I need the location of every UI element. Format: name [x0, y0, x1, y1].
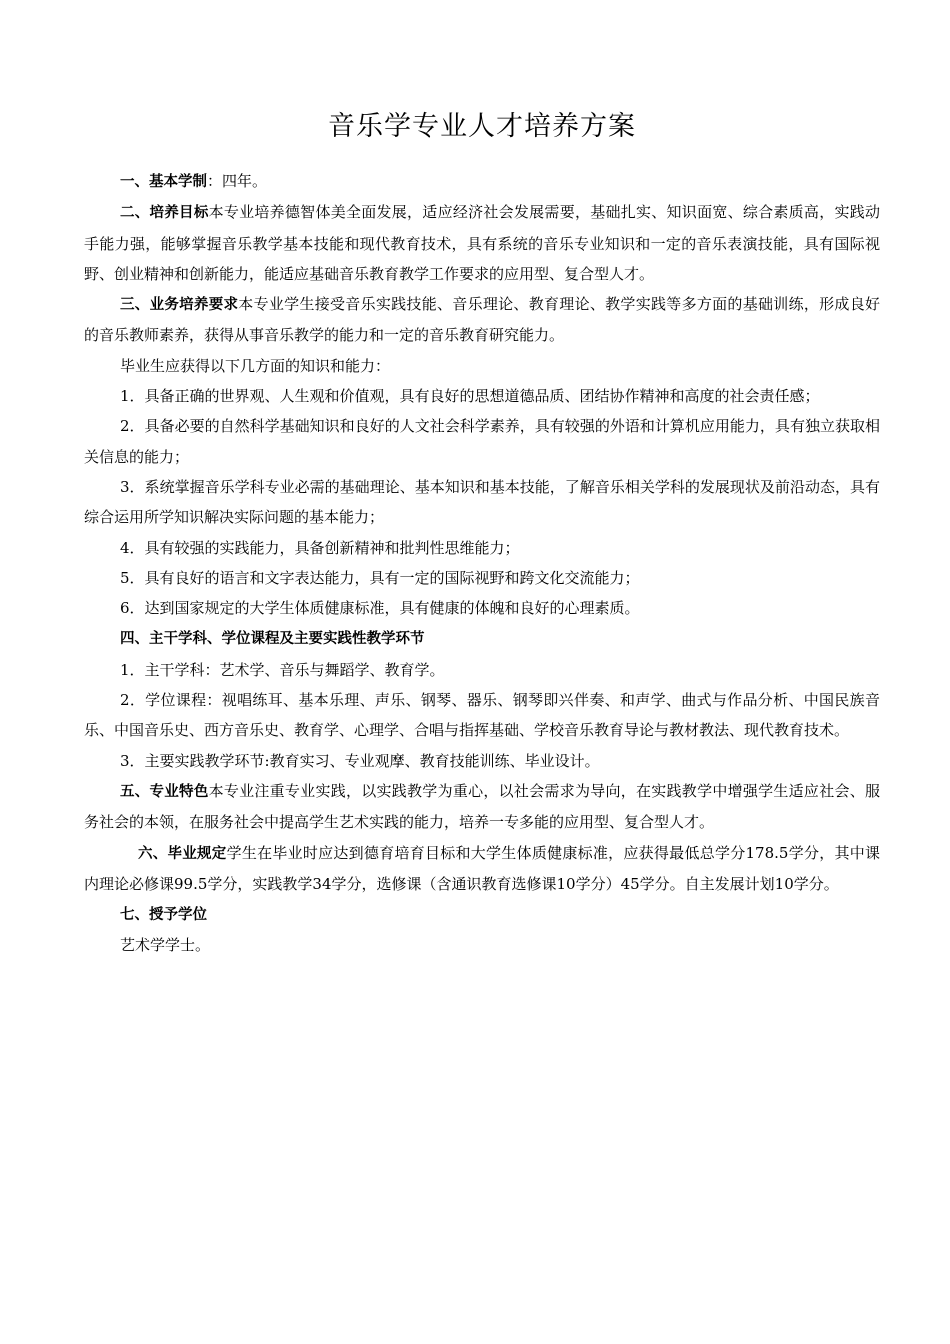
section-disciplines-heading: [84, 623, 880, 654]
document-title: 音乐学专业人才培养方案: [328, 111, 636, 142]
section-body: 本专业注重专业实践，以实践教学为重心，以社会需求为导向，在实践教学中增强学生适应社会、服务社会的本领，在服务社会中提高学生艺术实践的能力，培养一专多能的应用型、复合型人才。: [84, 781, 880, 832]
discipline-item: 2．学位课程：视唱练耳、基本乐理、声乐、钢琴、器乐、钢琴即兴伴奏、和声学、曲式与作品分析、中国民族音乐、中国音乐史、西方音乐史、教育学、心理学、合唱与指挥基础、学校音乐教育导论与教材教法、现代教育技术。: [84, 691, 880, 740]
ability-item: 6．达到国家规定的大学生体质健康标准，具有健康的体魄和良好的心理素质。: [120, 599, 640, 618]
abilities-intro: 毕业生应获得以下几方面的知识和能力：: [120, 356, 391, 375]
section-body: 本专业学生接受音乐实践技能、音乐理论、教育理论、教学实践等多方面的基础训练，形成良好的音乐教师素养，获得从事音乐教学的能力和一定的音乐教育研究能力。: [84, 295, 881, 345]
section-heading: 一、基本学制: [120, 174, 207, 190]
section-body: ：四年。: [207, 172, 268, 190]
section-graduation: [84, 838, 880, 900]
section-heading: 三、业务培养要求: [120, 297, 239, 314]
section-heading: 六、毕业规定: [138, 845, 227, 862]
ability-item: 1．具备正确的世界观、人生观和价值观，具有良好的思想道德品质、团结协作精神和高度的社会责任感；: [120, 387, 820, 406]
section-body: 学生在毕业时应达到德育培育目标和大学生体质健康标准，应获得最低总学分178.5学分，其中课内理论必修课99.5学分，实践教学34学分，选修课（含通识教育选修课10学分）45学分。自主发展计划10学分。: [84, 843, 880, 893]
discipline-item: 3．主要实践教学环节:教育实习、专业观摩、教育技能训练、毕业设计。: [120, 751, 600, 770]
ability-item: 2．具备必要的自然科学基础知识和良好的人文社会科学素养，具有较强的外语和计算机应用能力，具有独立获取相关信息的能力；: [84, 417, 880, 466]
section-body: 本专业培养德智体美全面发展，适应经济社会发展需要，基础扎实、知识面宽、综合素质高，实践动手能力强，能够掌握音乐教学基本技能和现代教育技术，具有系统的音乐专业知识和一定的音乐表演技能，具有国际视野、创业精神和创新能力，能适应基础音乐教育教学工作要求的应用型、复合型人才。: [84, 203, 880, 283]
ability-item: 4．具有较强的实践能力，具备创新精神和批判性思维能力；: [120, 538, 520, 557]
section-objective: [84, 197, 880, 289]
section-degree-heading: [84, 899, 880, 930]
section-duration: [84, 166, 880, 197]
section-heading: 七、授予学位: [120, 907, 207, 924]
ability-item: 3．系统掌握音乐学科专业必需的基础理论、基本知识和基本技能，了解音乐相关学科的发展现状及前沿动态，具有综合运用所学知识解决实际问题的基本能力；: [84, 477, 880, 527]
section-features: [84, 776, 880, 838]
section-heading: 四、主干学科、学位课程及主要实践性教学环节: [120, 631, 425, 648]
discipline-item: 1．主干学科：艺术学、音乐与舞蹈学、教育学。: [120, 660, 445, 679]
section-heading: 五、专业特色: [120, 783, 209, 800]
section-requirements: [84, 289, 880, 351]
document-page: [84, 104, 880, 961]
section-degree-body: 艺术学学士。: [120, 936, 211, 955]
ability-item: 5．具有良好的语言和文字表达能力，具有一定的国际视野和跨文化交流能力；: [120, 568, 640, 587]
section-heading: 二、培养目标: [120, 205, 209, 222]
